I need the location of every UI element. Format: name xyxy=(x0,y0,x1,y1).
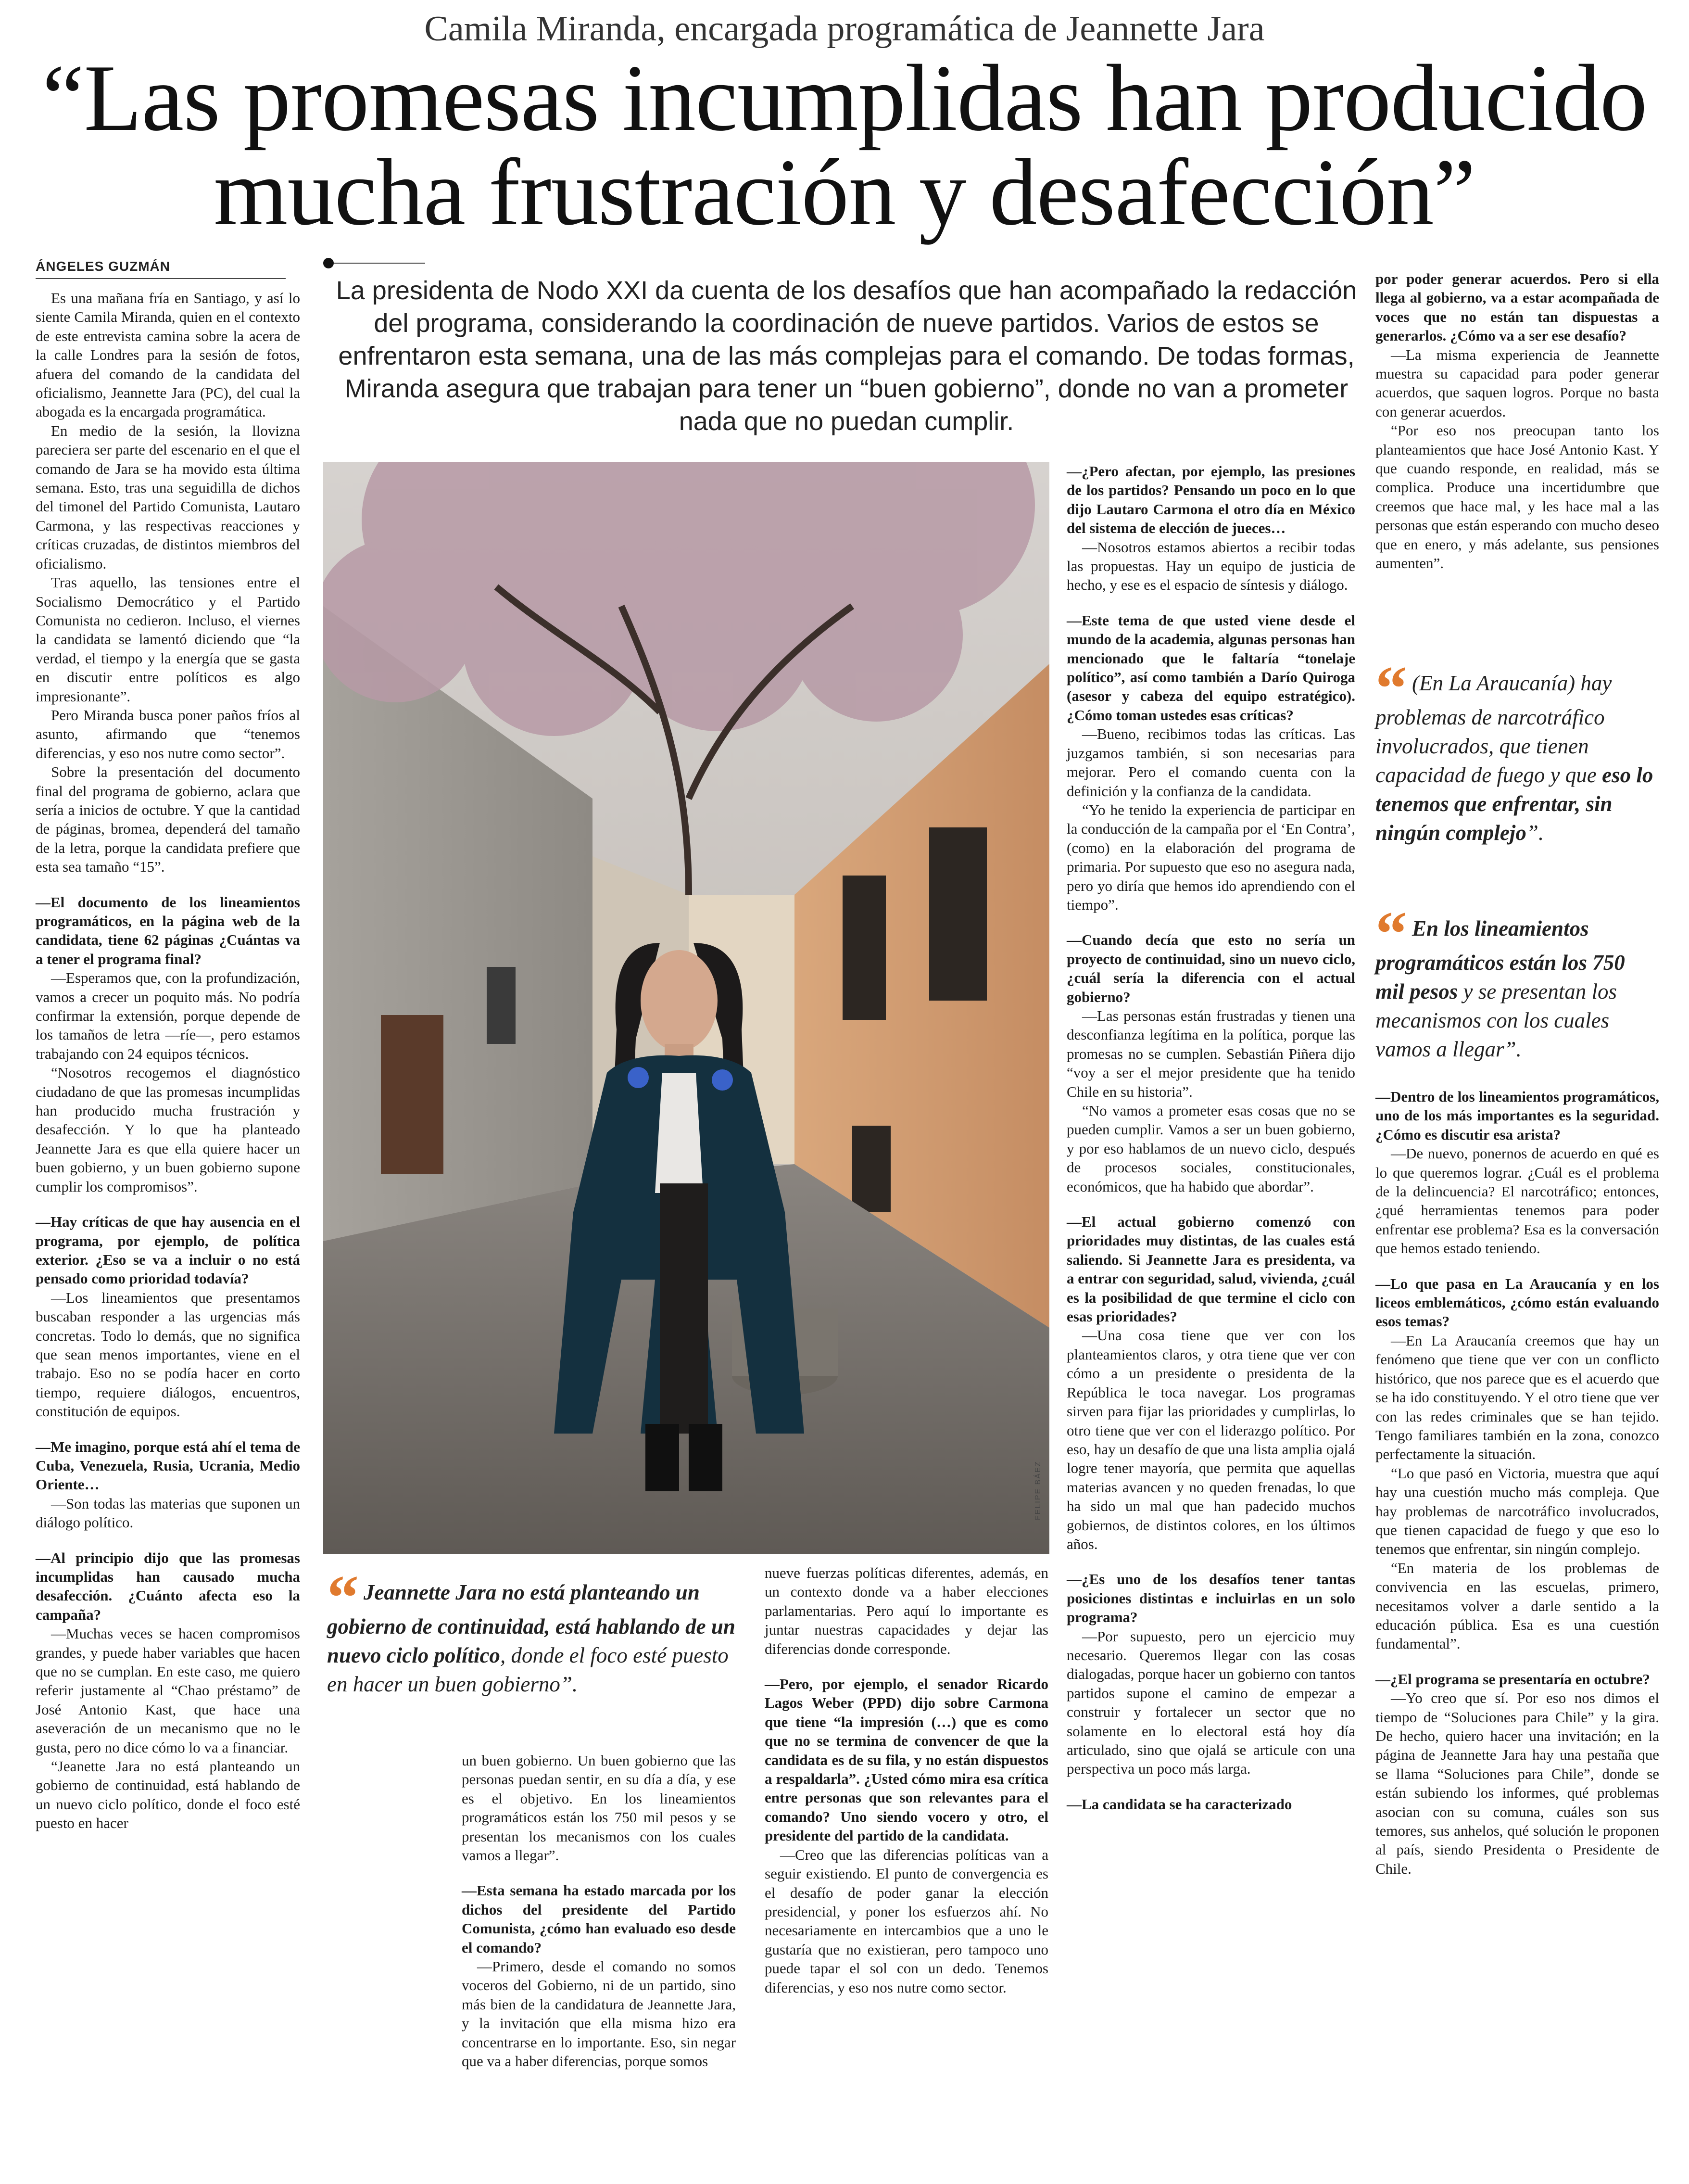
portrait-photo xyxy=(323,462,1049,1554)
pull-quote-lineamientos xyxy=(1375,898,1659,1064)
interview-question: —El documento de los lineamientos programáticos, en la página web de la candidata, tiene 62 páginas ¿Cuántas va a tener el programa final? xyxy=(36,893,300,967)
body-paragraph: Sobre la presentación del documento final del programa de gobierno, aclara que sería a inicios de octubre. Y que la cantidad de páginas, bromea, dependerá del tamaño de la letra, porque la candidata prefiere que esta sea tamaño “15”. xyxy=(36,763,300,876)
headline xyxy=(29,45,1660,245)
body-paragraph: —Primero, desde el comando no somos voceros del Gobierno, ni de un partido, sino más bien de la candidatura de Jeannette Jara, y la invitación que ella misma hizo era concentrarse en lo importante. Eso, sin negar que va a haber diferencias, porque somos xyxy=(462,1958,736,2070)
interview-question: —El actual gobierno comenzó con prioridades muy distintas, de las cuales está saliendo. Si Jeannette Jara es presidenta, va a entrar con seguridad, salud, vivienda, ¿cuál es la posibilidad de que termine el ciclo con esas prioridades? xyxy=(1067,1213,1355,1325)
body-paragraph: —Yo creo que sí. Por eso nos dimos el tiempo de “Soluciones para Chile” y la gira. De hecho, quiero hacer una invitación; en la página de Jeannette Jara hay una pestaña que se llama “Soluciones para Chile”, donde se están subiendo los informes, qué problemas asocian con su comuna, cuáles son sus temores, sus anhelos, qué solución le proponen al país, siendo Presidenta o Presidente de Chile. xyxy=(1375,1689,1659,1877)
body-paragraph: —Una cosa tiene que ver con los planteamientos claros, y otra tiene que ver con cómo a un presidente o presidenta de la República le toca navegar. Los programas sirven para fijar las prioridades y cumplirlas, lo otro tiene que ver con el liderazgo político. Por eso, hay un desafío de que una lista amplia ojalá logre tener mayoría, que permita que aquellas materias avancen y no queden frenadas, lo que ha sido un mal que han padecido muchos gobiernos, de distintos colores, en los últimos años. xyxy=(1067,1327,1355,1552)
pull-quote-2-part-a: (En La Araucanía) hay problemas de narcotráfico involucrados, que tienen capacidad de fuego y que xyxy=(1375,671,1612,787)
body-paragraph: nueve fuerzas políticas diferentes, además, en un contexto donde va a haber elecciones parlamentarias. Pero aquí lo importante es juntar nuestras capacidades y dejar las diferencias donde corresponde. xyxy=(765,1564,1048,1657)
body-paragraph: —Las personas están frustradas y tienen una desconfianza legítima en la política, porque las promesas no se cumplen. Sebastián Piñera dijo “voy a ser el mejor presidente que ha tenido Chile en su historia”. xyxy=(1067,1007,1355,1100)
quote-mark-icon: “ xyxy=(1375,653,1407,724)
pull-quote-3-emphasis: En los lineamientos programáticos están los 750 mil pesos xyxy=(1375,916,1625,1003)
body-paragraph: —Nosotros estamos abiertos a recibir todas las propuestas. Hay un equipo de justicia de hecho, y ese es el espacio de síntesis y diálogo. xyxy=(1067,538,1355,594)
body-paragraph: “Jeanette Jara no está planteando un gobierno de continuidad, está hablando de un nuevo ciclo político, donde el foco esté puesto en hacer xyxy=(36,1758,300,1832)
column-4-bottom xyxy=(1375,1087,1659,1878)
body-paragraph: En medio de la sesión, la llovizna pareciera ser parte del escenario en el que el comando de Jara se ha movido esta última semana. Esto, tras una seguidilla de dichos del timonel del Partido Comunista, Lautaro Carmona, y las respectivas reacciones y críticas cruzadas, de distintos miembros del oficialismo. xyxy=(36,422,300,572)
column-1 xyxy=(36,289,300,1833)
body-paragraph: —Por supuesto, pero un ejercicio muy necesario. Queremos llegar con las cosas dialogadas, porque hacer un gobierno con tantos partidos supone el camino de empezar a construir y fortalecer un sector que no solamente en lo electoral está hoy día articulado, sino que ojalá se articule con una perspectiva un poco más larga. xyxy=(1067,1627,1356,1778)
interview-question: —¿El programa se presentaría en octubre? xyxy=(1375,1670,1650,1688)
body-paragraph: Tras aquello, las tensiones entre el Socialismo Democrático y el Partido Comunista no cedieron. Incluso, el viernes la candidata se lamentó diciendo que “la verdad, el tiempo y la energía que se gasta en discutir entre políticos es algo impresionante”. xyxy=(36,574,300,705)
pull-quote-1-emphasis: Jeannette Jara no está planteando un gobierno de continuidad, está hablando de un nuevo ciclo político xyxy=(327,1580,735,1667)
kicker: Camila Miranda, encargada programática de Jeannette Jara xyxy=(424,9,1265,49)
byline-rule xyxy=(36,278,286,279)
body-paragraph: —Son todas las materias que suponen un diálogo político. xyxy=(36,1495,300,1531)
column-3 xyxy=(1067,462,1355,1814)
interview-question: —Hay críticas de que hay ausencia en el programa, por ejemplo, de política exterior. ¿Eso se va a incluir o no está pensado como prioridad todavía? xyxy=(36,1213,300,1287)
column-3-lower xyxy=(765,1563,1048,1997)
body-paragraph: “No vamos a prometer esas cosas que no se pueden cumplir. Vamos a ser un buen gobierno, y por eso hablamos de un nuevo ciclo, después de procesos sociales, constitucionales, económicos, que ha habido que abordar”. xyxy=(1067,1102,1355,1195)
body-paragraph: “Lo que pasó en Victoria, muestra que aquí hay una cuestión mucho más compleja. Que hay problemas de narcotráfico involucrados, que tienen capacidad de fuego y que eso lo tenemos que enfrentar, sin ningún complejo. xyxy=(1375,1464,1659,1558)
deck-rule xyxy=(334,263,425,264)
body-paragraph: —De nuevo, ponernos de acuerdo en qué es lo que queremos lograr. ¿Cuál es el problema de la delincuencia? El narcotráfico; entonces, ¿qué herramientas tenemos para poder enfrentar ese problema? Esa es la conversación que hemos estado teniendo. xyxy=(1375,1145,1659,1257)
photo-credit: FELIPE BÁEZ xyxy=(1034,1460,1042,1520)
body-paragraph: —Los lineamientos que presentamos buscaban responder a las urgencias más concretas. Todo lo demás, que no significa que sean menos importantes, viene en el trabajo. Eso no se podía hacer en corto tiempo, requiere diálogos, encuentros, constitución de equipos. xyxy=(36,1289,300,1420)
interview-question: —Cuando decía que esto no sería un proyecto de continuidad, sino un nuevo ciclo, ¿cuál sería la diferencia con el actual gobierno? xyxy=(1067,931,1355,1005)
body-paragraph: —Bueno, recibimos todas las críticas. Las juzgamos también, si son necesarias para mejorar. Pero el comando cuenta con la definición y la confianza de la candidata. xyxy=(1067,725,1355,800)
body-paragraph: “Yo he tenido la experiencia de participar en la conducción de la campaña por el ‘En Contra’, (como) en la elaboración del programa de primaria. Por supuesto que eso no asegura nada, pero yo diría que hemos ido aprendiendo con el tiempo”. xyxy=(1067,801,1355,913)
pull-quote-continuidad xyxy=(327,1562,736,1699)
interview-question: —Dentro de los lineamientos programáticos, uno de los más importantes es la seguridad. ¿Cómo es discutir esa arista? xyxy=(1375,1088,1659,1143)
interview-question: —¿Es uno de los desafíos tener tantas posiciones distintas e incluirlas en un solo programa? xyxy=(1067,1571,1355,1626)
quote-mark-icon: “ xyxy=(1375,898,1407,969)
body-paragraph: —En La Araucanía creemos que hay un fenómeno que tiene que ver con un conflicto histórico, que nos parece que es el acuerdo que se ha ido constituyendo. Y el otro tiene que ver con las redes criminales que se han tejido. Tengo familiares también en la zona, conozco perfectamente la situación. xyxy=(1375,1332,1659,1463)
interview-question: —Pero, por ejemplo, el senador Ricardo Lagos Weber (PPD) dijo sobre Carmona que tiene “la impresión (…) que es como que no se termina de convencer de que la candidata es de su fila, y no están dispuestos a respaldarla”. ¿Usted cómo mira esa crítica entre personas que son relevantes para el comando? Uno siendo vocero y otro, el presidente del partido de la candidata. xyxy=(765,1676,1048,1844)
body-paragraph: “Por eso nos preocupan tanto los planteamientos que hace José Antonio Kast. Y que cuando responde, en realidad, más se complica. Produce una incertidumbre que creemos que hace mal, y les hace mal a las personas que están esperando con mucho deseo que en enero, y más adelante, sus pensiones aumenten”. xyxy=(1375,422,1659,572)
interview-question: —Lo que pasa en La Araucanía y en los liceos emblemáticos, ¿cómo están evaluando esos temas? xyxy=(1375,1275,1659,1330)
body-paragraph: —Muchas veces se hacen compromisos grandes, y puede haber variables que hacen que no se cumplan. En este caso, me quiero referir justamente al “Chao préstamo” de José Antonio Kast, que hace una aseveración de un mecanismo que no le gusta, pero no dice cómo lo va a financiar. xyxy=(36,1625,300,1756)
interview-question: —Este tema de que usted viene desde el mundo de la academia, algunas personas han mencionado que le faltaría “tonelaje político”, así como también a Darío Quiroga (asesor y cabeza del equipo estratégico). ¿Cómo toman ustedes esas críticas? xyxy=(1067,611,1355,724)
pull-quote-2-end: ”. xyxy=(1526,821,1544,845)
interview-question: —¿Pero afectan, por ejemplo, las presiones de los partidos? Pensando un poco en lo que dijo Lautaro Carmona el otro día en México del sistema de elección de jueces… xyxy=(1067,463,1355,537)
body-paragraph: “En materia de los problemas de convivencia en las escuelas, primero, necesitamos volver a darle sentido a la educación pública. Esa es una cuestión fundamental”. xyxy=(1375,1559,1659,1652)
pull-quote-3-rest: y se presentan los mecanismos con los cuales vamos a llegar”. xyxy=(1375,979,1617,1061)
deck: La presidenta de Nodo XXI da cuenta de los desafíos que han acompañado la redacción del programa, considerando la coordinación de nueve partidos. Varios de estos se enfrentaron esta semana, una de las más complejas para el comando. De todas formas, Miranda asegura que trabajan para tener un “buen gobierno”, donde no van a prometer nada que no puedan cumplir. xyxy=(336,276,1357,436)
pull-quote-1-rest: , donde el foco esté puesto en hacer un buen gobierno”. xyxy=(327,1643,729,1696)
body-paragraph: —Creo que las diferencias políticas van a seguir existiendo. El punto de convergencia es el desafío de poder ganar la elección presidencial, y poner los esfuerzos ahí. No necesariamente en intercambios que a uno le gustaría que no existieran, pero tampoco uno puede tapar el sol con un dedo. Tenemos diferencias, y eso nos nutre como sector. xyxy=(765,1846,1048,1996)
body-paragraph: Pero Miranda busca poner paños fríos al asunto, afirmando que “tenemos diferencias, y eso nos nutre como sector”. xyxy=(36,706,300,762)
interview-question: por poder generar acuerdos. Pero si ella llega al gobierno, va a estar acompañada de voces que no están tan dispuestas a generarlos. ¿Cómo va a ser ese desafío? xyxy=(1375,270,1659,344)
interview-question: —Me imagino, porque está ahí el tema de Cuba, Venezuela, Rusia, Ucrania, Medio Oriente… xyxy=(36,1438,300,1493)
pull-quote-araucania xyxy=(1375,653,1659,847)
body-paragraph: —La misma experiencia de Jeannette muestra su capacidad para poder generar acuerdos, que saquen logros. Porque no basta con generar acuerdos. xyxy=(1375,346,1659,420)
column-2 xyxy=(462,1751,736,2071)
interview-question: —Esta semana ha estado marcada por los dichos del presidente del Partido Comunista, ¿cómo han evaluado eso desde el comando? xyxy=(462,1882,736,1956)
body-paragraph: Es una mañana fría en Santiago, y así lo siente Camila Miranda, quien en el contexto de este entrevista camina sobre la acera de la calle Londres para la sesión de fotos, afuera del comando de la candidata del oficialismo, Jeannette Jara (PC), del cual la abogada es la encargada programática. xyxy=(36,290,300,420)
body-paragraph: un buen gobierno. Un buen gobierno que las personas puedan sentir, en su día a día, y ese es el objetivo. En los lineamientos programáticos están los 750 mil pesos y se presentan los mecanismos con los cuales vamos a llegar”. xyxy=(462,1752,736,1864)
headline-line-1: “Las promesas incumplidas han producido xyxy=(42,45,1647,151)
interview-question: —Al principio dijo que las promesas incumplidas han causado mucha desafección. ¿Cuánto afecta eso la campaña? xyxy=(36,1549,300,1623)
pull-quote-2-emphasis: eso lo tenemos que enfrentar, sin ningún complejo xyxy=(1375,763,1653,845)
byline: ÁNGELES GUZMÁN xyxy=(36,259,170,274)
interview-question: —La candidata se ha caracterizado xyxy=(1067,1795,1292,1813)
body-paragraph: “Nosotros recogemos el diagnóstico ciudadano de que las promesas incumplidas han producido mucha frustración y desafección. Y lo que ha planteado Jeannette Jara es que ella quiere hacer un buen gobierno, y un buen gobierno supone cumplir los compromisos”. xyxy=(36,1064,300,1195)
deck-bullet xyxy=(323,258,334,268)
headline-line-2: mucha frustración y desafección” xyxy=(214,140,1475,245)
column-4-top xyxy=(1375,269,1659,573)
quote-mark-icon: “ xyxy=(327,1562,359,1633)
body-paragraph: —Esperamos que, con la profundización, vamos a crecer un poquito más. No podría confirmar la extensión, porque depende de los tamaños de letra —ríe—, pero estamos trabajando con 24 equipos técnicos. xyxy=(36,969,300,1062)
